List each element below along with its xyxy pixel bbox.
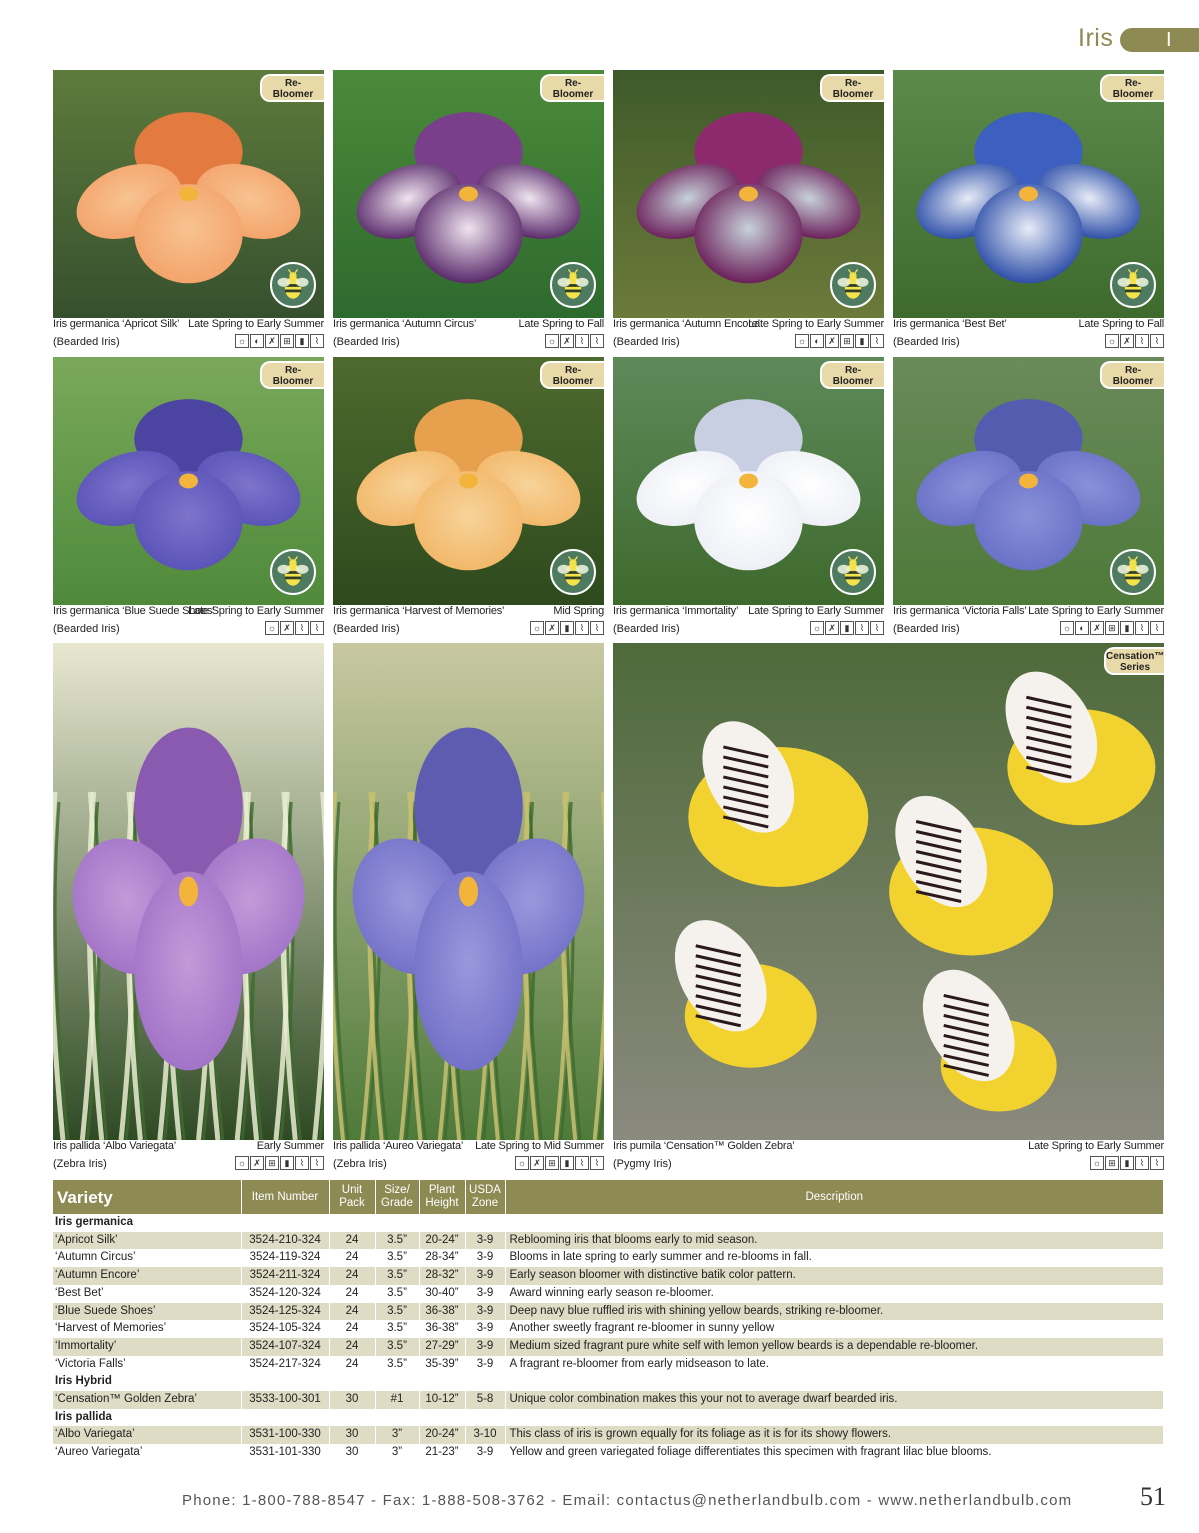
item-number-cell: 3524-217-324 (241, 1356, 329, 1374)
size-cell: 3” (375, 1426, 419, 1444)
deer-resistant-icon: ✗ (530, 1156, 544, 1170)
table-header-row (53, 1180, 1164, 1214)
badge-line-1: Re- (564, 78, 582, 89)
zone-cell: 3-9 (465, 1356, 505, 1374)
bloom-season: Late Spring to Early Summer (188, 605, 324, 617)
height-icon: ▮ (295, 334, 309, 348)
size-cell: 3.5” (375, 1303, 419, 1321)
zone-cell: 3-9 (465, 1249, 505, 1267)
zone-cell: 3-9 (465, 1232, 505, 1250)
growing-icons (795, 334, 884, 348)
table-row (53, 1320, 1164, 1338)
group-label: Iris germanica (53, 1214, 241, 1232)
plant-name: Iris germanica ‘Blue Suede Shoes’ (53, 605, 215, 617)
table-row (53, 1391, 1164, 1409)
size-cell: #1 (375, 1391, 419, 1409)
badge-line-1: Re- (1124, 78, 1142, 89)
deer-resistant-icon: ✗ (825, 621, 839, 635)
col-unit-pack: Unit Pack (329, 1180, 375, 1214)
bee-icon (830, 549, 876, 595)
growing-icons (810, 621, 884, 635)
product-tile (53, 357, 324, 650)
variety-cell: ‘Albo Variegata’ (53, 1426, 241, 1444)
table-row (53, 1426, 1164, 1444)
badge-line-2: Bloomer (1112, 89, 1154, 100)
growing-icons (1090, 1156, 1164, 1170)
half-shade-icon: ◐ (810, 334, 824, 348)
growing-icons (1105, 334, 1164, 348)
height-cell: 30-40” (419, 1285, 465, 1303)
contact-footer: Phone: 1-800-788-8547 - Fax: 1-888-508-3762 - Email: contactus@netherlandbulb.com - www.netherlandbulb.com (182, 1492, 1073, 1509)
product-tile (613, 70, 884, 363)
half-shade-icon: ◐ (1075, 621, 1089, 635)
description-cell: Another sweetly fragrant re-bloomer in sunny yellow (505, 1320, 1164, 1338)
sun-icon: ☼ (265, 621, 279, 635)
half-shade-icon: ◐ (250, 334, 264, 348)
description-cell: This class of iris is grown equally for its foliage as it is for its showy flowers. (505, 1426, 1164, 1444)
table-group-row (53, 1409, 1164, 1427)
description-cell: Yellow and green variegated foliage differentiates this specimen with fragrant lilac blue blooms. (505, 1444, 1164, 1462)
col-usda-zone: USDA Zone (465, 1180, 505, 1214)
cut-flower-icon: ⌇ (590, 334, 604, 348)
growing-icons (530, 621, 604, 635)
bloom-season: Late Spring to Early Summer (1028, 1140, 1164, 1152)
bee-icon (270, 549, 316, 595)
description-cell: Award winning early season re-bloomer. (505, 1285, 1164, 1303)
plant-name: Iris germanica ‘Victoria Falls’ (893, 605, 1027, 617)
common-name: (Bearded Iris) (333, 336, 400, 348)
bloom-season: Mid Spring (553, 605, 604, 617)
plant-name: Iris pallida ‘Aureo Variegata’ (333, 1140, 464, 1152)
item-number-cell: 3524-125-324 (241, 1303, 329, 1321)
description-cell: Deep navy blue ruffled iris with shining yellow beards, striking re-bloomer. (505, 1303, 1164, 1321)
plant-name: Iris pumila ‘Censation™ Golden Zebra’ (613, 1140, 795, 1152)
sun-icon: ☼ (1060, 621, 1074, 635)
bloom-season: Late Spring to Early Summer (1028, 605, 1164, 617)
bloom-season: Late Spring to Early Summer (748, 605, 884, 617)
height-cell: 28-32” (419, 1267, 465, 1285)
deer-resistant-icon: ✗ (560, 334, 574, 348)
sun-icon: ☼ (810, 621, 824, 635)
sun-icon: ☼ (1090, 1156, 1104, 1170)
plant-name: Iris germanica ‘Apricot Silk’ (53, 318, 180, 330)
common-name: (Bearded Iris) (53, 336, 120, 348)
unit-pack-cell: 24 (329, 1249, 375, 1267)
container-icon: ⊞ (840, 334, 854, 348)
common-name: (Zebra Iris) (333, 1158, 387, 1170)
common-name: (Bearded Iris) (893, 336, 960, 348)
plant-name: Iris germanica ‘Immortality’ (613, 605, 739, 617)
item-number-cell: 3524-211-324 (241, 1267, 329, 1285)
product-tile (333, 643, 604, 1185)
unit-pack-cell: 24 (329, 1320, 375, 1338)
cut-flower-icon: ⌇ (575, 621, 589, 635)
zone-cell: 3-9 (465, 1444, 505, 1462)
product-tile (613, 357, 884, 650)
zone-cell: 3-9 (465, 1267, 505, 1285)
group-label: Iris pallida (53, 1409, 241, 1427)
cut-flower-icon: ⌇ (295, 1156, 309, 1170)
badge-line-2: Bloomer (552, 89, 594, 100)
plant-name: Iris germanica ‘Harvest of Memories’ (333, 605, 505, 617)
unit-pack-cell: 30 (329, 1391, 375, 1409)
cut-flower-icon: ⌇ (310, 1156, 324, 1170)
cut-flower-icon: ⌇ (1150, 621, 1164, 635)
zone-cell: 3-9 (465, 1338, 505, 1356)
description-cell: Medium sized fragrant pure white self with lemon yellow beards is a dependable re-bloomer. (505, 1338, 1164, 1356)
table-group-row (53, 1373, 1164, 1391)
cut-flower-icon: ⌇ (590, 1156, 604, 1170)
badge-line-2: Series (1119, 662, 1151, 673)
height-icon: ▮ (560, 1156, 574, 1170)
bloom-season: Late Spring to Early Summer (188, 318, 324, 330)
col-description: Description (505, 1180, 1164, 1214)
rebloomer-badge (820, 74, 884, 102)
badge-line-2: Bloomer (552, 376, 594, 387)
growing-icons (515, 1156, 604, 1170)
table-row (53, 1444, 1164, 1462)
badge-line-2: Bloomer (1112, 376, 1154, 387)
size-cell: 3.5” (375, 1356, 419, 1374)
variety-table (53, 1180, 1164, 1462)
bloom-season: Late Spring to Fall (518, 318, 604, 330)
size-cell: 3.5” (375, 1267, 419, 1285)
cut-flower-icon: ⌇ (575, 334, 589, 348)
page-number: 51 (1140, 1482, 1166, 1511)
bloom-season: Late Spring to Mid Summer (475, 1140, 604, 1152)
variety-cell: ‘Aureo Variegata’ (53, 1444, 241, 1462)
cut-flower-icon: ⌇ (310, 334, 324, 348)
iris-photo (613, 643, 1164, 1140)
bloom-season: Late Spring to Early Summer (748, 318, 884, 330)
rebloomer-badge (820, 361, 884, 389)
zone-cell: 3-9 (465, 1285, 505, 1303)
container-icon: ⊞ (280, 334, 294, 348)
badge-line-1: Re- (284, 78, 302, 89)
cut-flower-icon: ⌇ (590, 621, 604, 635)
col-item-number: Item Number (241, 1180, 329, 1214)
badge-line-1: Re- (1124, 365, 1142, 376)
cut-flower-icon: ⌇ (1135, 621, 1149, 635)
sun-icon: ☼ (795, 334, 809, 348)
table-row (53, 1303, 1164, 1321)
height-cell: 27-29” (419, 1338, 465, 1356)
height-icon: ▮ (560, 621, 574, 635)
growing-icons (265, 621, 324, 635)
height-cell: 36-38” (419, 1320, 465, 1338)
height-icon: ▮ (1120, 1156, 1134, 1170)
table-row (53, 1249, 1164, 1267)
plant-name: Iris germanica ‘Autumn Encore’ (613, 318, 760, 330)
cut-flower-icon: ⌇ (1150, 1156, 1164, 1170)
description-cell: Early season bloomer with distinctive batik color pattern. (505, 1267, 1164, 1285)
item-number-cell: 3524-120-324 (241, 1285, 329, 1303)
bloom-season: Early Summer (256, 1140, 324, 1152)
cut-flower-icon: ⌇ (310, 621, 324, 635)
table-row (53, 1356, 1164, 1374)
description-cell: Blooms in late spring to early summer and re-blooms in fall. (505, 1249, 1164, 1267)
bee-icon (550, 549, 596, 595)
zone-cell: 3-10 (465, 1426, 505, 1444)
badge-line-2: Bloomer (832, 89, 874, 100)
size-cell: 3” (375, 1444, 419, 1462)
item-number-cell: 3524-119-324 (241, 1249, 329, 1267)
product-tile (893, 70, 1164, 363)
unit-pack-cell: 24 (329, 1356, 375, 1374)
section-tab: I (1120, 28, 1199, 52)
variety-cell: ‘Autumn Circus’ (53, 1249, 241, 1267)
deer-resistant-icon: ✗ (545, 621, 559, 635)
common-name: (Bearded Iris) (893, 623, 960, 635)
iris-photo (333, 643, 604, 1140)
bloom-season: Late Spring to Fall (1078, 318, 1164, 330)
badge-line-1: Re- (564, 365, 582, 376)
variety-cell: ‘Autumn Encore’ (53, 1267, 241, 1285)
deer-resistant-icon: ✗ (265, 334, 279, 348)
common-name: (Bearded Iris) (613, 623, 680, 635)
variety-cell: ‘Harvest of Memories’ (53, 1320, 241, 1338)
rebloomer-badge (540, 361, 604, 389)
badge-line-2: Bloomer (832, 376, 874, 387)
sun-icon: ☼ (235, 1156, 249, 1170)
item-number-cell: 3533-100-301 (241, 1391, 329, 1409)
container-icon: ⊞ (545, 1156, 559, 1170)
product-tile (333, 70, 604, 363)
variety-cell: ‘Censation™ Golden Zebra’ (53, 1391, 241, 1409)
height-icon: ▮ (840, 621, 854, 635)
bee-icon (1110, 262, 1156, 308)
col-plant-height: Plant Height (419, 1180, 465, 1214)
bee-icon (270, 262, 316, 308)
unit-pack-cell: 24 (329, 1285, 375, 1303)
item-number-cell: 3531-101-330 (241, 1444, 329, 1462)
deer-resistant-icon: ✗ (825, 334, 839, 348)
height-icon: ▮ (855, 334, 869, 348)
product-tile (893, 357, 1164, 650)
product-tile (613, 643, 1164, 1185)
common-name: (Bearded Iris) (333, 623, 400, 635)
bee-icon (550, 262, 596, 308)
bee-icon (1110, 549, 1156, 595)
product-tile (53, 70, 324, 363)
zone-cell: 3-9 (465, 1320, 505, 1338)
iris-photo (53, 643, 324, 1140)
cut-flower-icon: ⌇ (575, 1156, 589, 1170)
cut-flower-icon: ⌇ (870, 334, 884, 348)
size-cell: 3.5” (375, 1338, 419, 1356)
growing-icons (235, 1156, 324, 1170)
size-cell: 3.5” (375, 1320, 419, 1338)
unit-pack-cell: 30 (329, 1444, 375, 1462)
container-icon: ⊞ (1105, 621, 1119, 635)
size-cell: 3.5” (375, 1285, 419, 1303)
cut-flower-icon: ⌇ (295, 621, 309, 635)
cut-flower-icon: ⌇ (855, 621, 869, 635)
height-cell: 21-23” (419, 1444, 465, 1462)
height-cell: 10-12” (419, 1391, 465, 1409)
height-cell: 28-34” (419, 1249, 465, 1267)
container-icon: ⊞ (1105, 1156, 1119, 1170)
item-number-cell: 3524-105-324 (241, 1320, 329, 1338)
bee-icon (830, 262, 876, 308)
rebloomer-badge (1100, 361, 1164, 389)
badge-line-1: Re- (844, 365, 862, 376)
cut-flower-icon: ⌇ (870, 621, 884, 635)
variety-cell: ‘Victoria Falls’ (53, 1356, 241, 1374)
cut-flower-icon: ⌇ (1135, 334, 1149, 348)
col-variety: Variety (53, 1180, 241, 1214)
censation-series-badge (1104, 647, 1164, 675)
unit-pack-cell: 24 (329, 1232, 375, 1250)
deer-resistant-icon: ✗ (1120, 334, 1134, 348)
size-cell: 3.5” (375, 1232, 419, 1250)
size-cell: 3.5” (375, 1249, 419, 1267)
cut-flower-icon: ⌇ (1150, 334, 1164, 348)
height-cell: 36-38” (419, 1303, 465, 1321)
table-body (53, 1214, 1164, 1462)
group-label: Iris Hybrid (53, 1373, 241, 1391)
sun-icon: ☼ (545, 334, 559, 348)
height-cell: 20-24” (419, 1426, 465, 1444)
common-name: (Pygmy Iris) (613, 1158, 672, 1170)
unit-pack-cell: 30 (329, 1426, 375, 1444)
cut-flower-icon: ⌇ (1135, 1156, 1149, 1170)
col-size-grade: Size/ Grade (375, 1180, 419, 1214)
sun-icon: ☼ (515, 1156, 529, 1170)
product-tile (333, 357, 604, 650)
height-cell: 35-39” (419, 1356, 465, 1374)
growing-icons (235, 334, 324, 348)
height-icon: ▮ (1120, 621, 1134, 635)
variety-cell: ‘Best Bet’ (53, 1285, 241, 1303)
table-group-row (53, 1214, 1164, 1232)
table-row (53, 1338, 1164, 1356)
rebloomer-badge (260, 361, 324, 389)
description-cell: Reblooming iris that blooms early to mid season. (505, 1232, 1164, 1250)
rebloomer-badge (260, 74, 324, 102)
unit-pack-cell: 24 (329, 1303, 375, 1321)
unit-pack-cell: 24 (329, 1267, 375, 1285)
common-name: (Bearded Iris) (53, 623, 120, 635)
plant-name: Iris germanica ‘Autumn Circus’ (333, 318, 477, 330)
zone-cell: 3-9 (465, 1303, 505, 1321)
height-cell: 20-24” (419, 1232, 465, 1250)
variety-cell: ‘Immortality’ (53, 1338, 241, 1356)
rebloomer-badge (540, 74, 604, 102)
common-name: (Zebra Iris) (53, 1158, 107, 1170)
zone-cell: 5-8 (465, 1391, 505, 1409)
product-tile (53, 643, 324, 1185)
badge-line-1: Re- (284, 365, 302, 376)
growing-icons (1060, 621, 1164, 635)
item-number-cell: 3531-100-330 (241, 1426, 329, 1444)
container-icon: ⊞ (265, 1156, 279, 1170)
plant-name: Iris pallida ‘Albo Variegata’ (53, 1140, 177, 1152)
unit-pack-cell: 24 (329, 1338, 375, 1356)
variety-cell: ‘Apricot Silk’ (53, 1232, 241, 1250)
description-cell: A fragrant re-bloomer from early midseason to late. (505, 1356, 1164, 1374)
rebloomer-badge (1100, 74, 1164, 102)
item-number-cell: 3524-210-324 (241, 1232, 329, 1250)
common-name: (Bearded Iris) (613, 336, 680, 348)
variety-cell: ‘Blue Suede Shoes’ (53, 1303, 241, 1321)
deer-resistant-icon: ✗ (250, 1156, 264, 1170)
growing-icons (545, 334, 604, 348)
badge-line-2: Bloomer (272, 376, 314, 387)
badge-line-1: Censation™ (1106, 651, 1164, 662)
deer-resistant-icon: ✗ (280, 621, 294, 635)
sun-icon: ☼ (235, 334, 249, 348)
description-cell: Unique color combination makes this your not to average dwarf bearded iris. (505, 1391, 1164, 1409)
sun-icon: ☼ (1105, 334, 1119, 348)
table-row (53, 1285, 1164, 1303)
section-title: Iris (1078, 24, 1114, 52)
height-icon: ▮ (280, 1156, 294, 1170)
item-number-cell: 3524-107-324 (241, 1338, 329, 1356)
table-row (53, 1267, 1164, 1285)
deer-resistant-icon: ✗ (1090, 621, 1104, 635)
table-row (53, 1232, 1164, 1250)
plant-name: Iris germanica ‘Best Bet’ (893, 318, 1007, 330)
sun-icon: ☼ (530, 621, 544, 635)
badge-line-2: Bloomer (272, 89, 314, 100)
badge-line-1: Re- (844, 78, 862, 89)
